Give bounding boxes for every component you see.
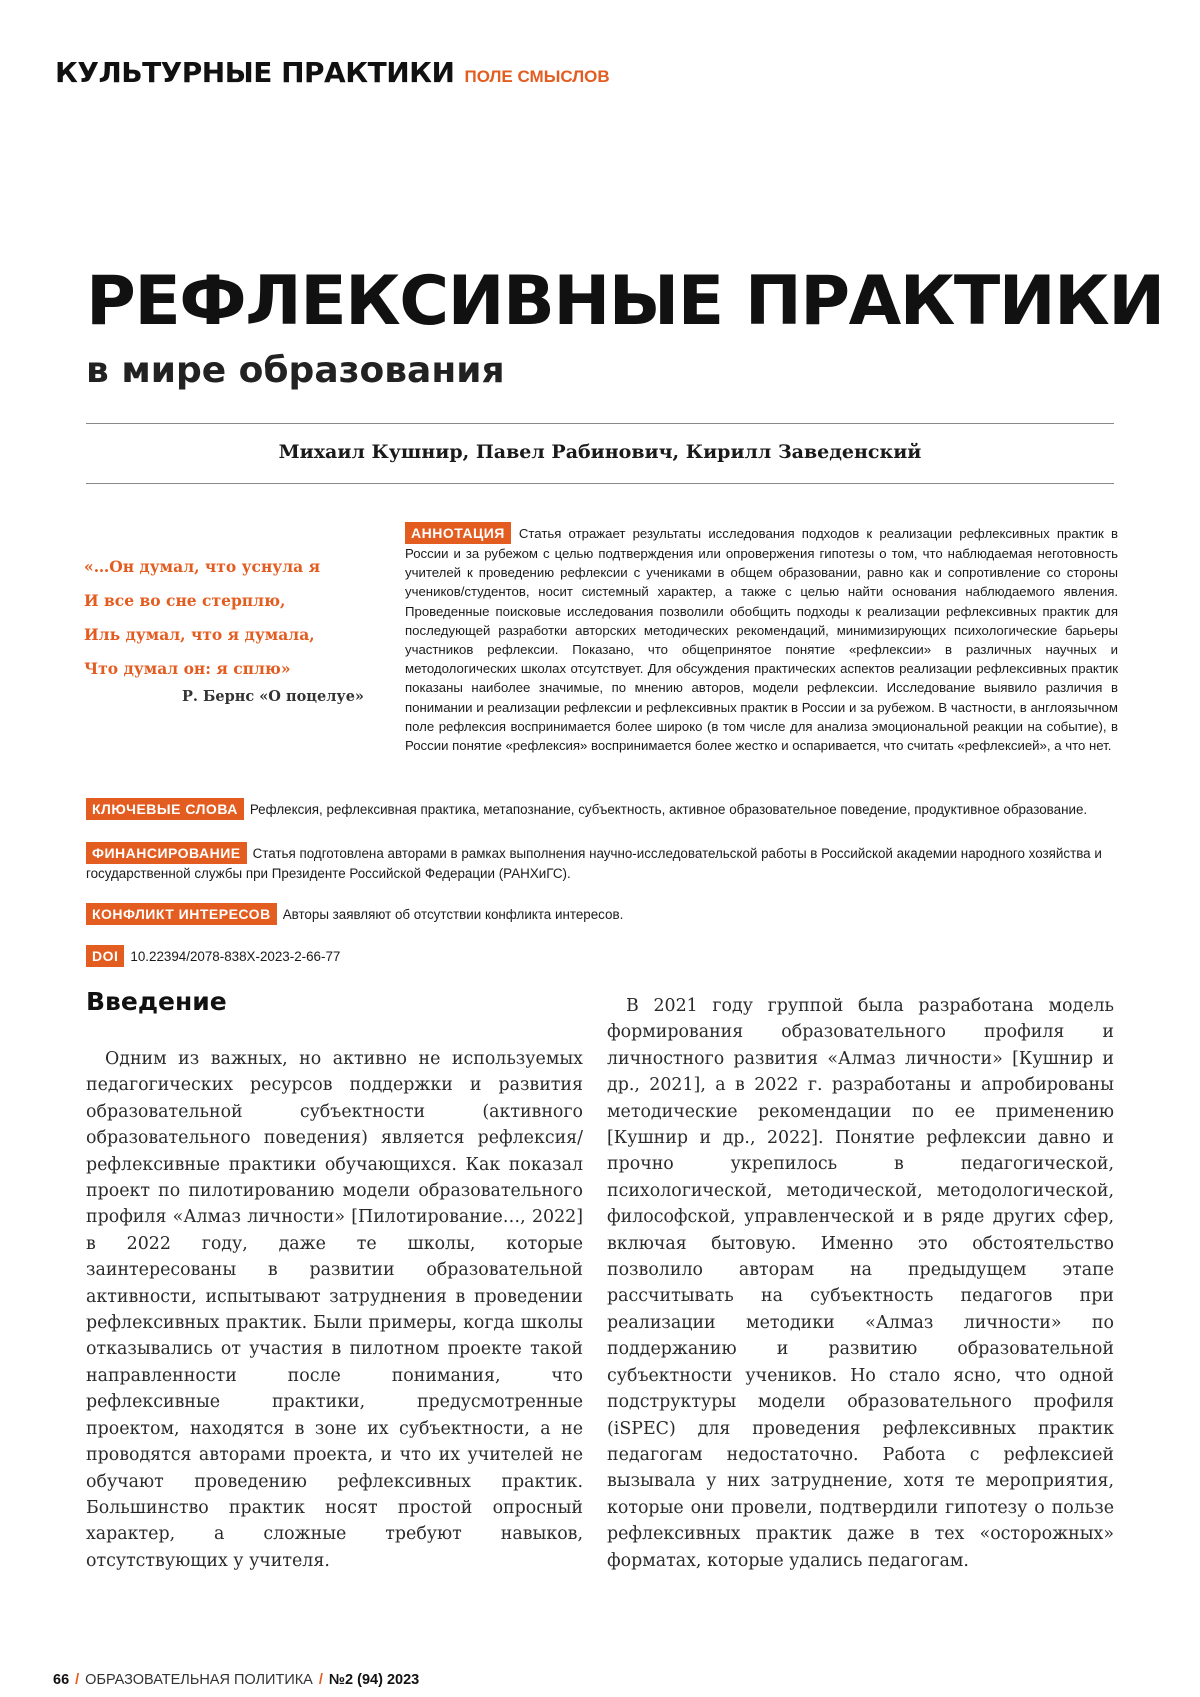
body-text-right: В 2021 году группой была разработана модель формирования образовательного профиля и личностного развития «Алмаз личности» [Кушнир и др., 2021], а в 2022 г. разработаны и апробированы методические рекомендации по ее применению [Кушнир и др., 2022]. Понятие рефлексии давно и прочно укрепилось в педагогической, психологической, методической, методологической, философской, управленческой и в ряде других сфер, включая бытовую. Именно это обстоятельство позволило авторам на предыдущем этапе рассчитывать на субъектность педагогов при реализации методики «Алмаз личности» по поддержанию и развитию образовательной субъектности учеников. Но стало ясно, что одной подструктуры модели образовательного профиля (iSPEC) для проведения рефлексивных практик педагогам недостаточно. Работа с рефлексией вызывала у них затруднение, хотя те мероприятия, которые они провели, подтвердили гипотезу о пользе рефлексивных практик даже в тех «осторожных» форматах, которые удались педагогам. bbox=[607, 993, 1114, 1574]
annotation-label: АННОТАЦИЯ bbox=[405, 522, 511, 544]
issue-number: №2 (94) 2023 bbox=[329, 1672, 419, 1688]
conflict-label: КОНФЛИКТ ИНТЕРЕСОВ bbox=[86, 903, 277, 925]
keywords-text: Рефлексия, рефлексивная практика, метапознание, субъектность, активное образовательное поведение, продуктивное образование. bbox=[250, 802, 1087, 817]
epigraph-line: «…Он думал, что уснула я bbox=[84, 550, 364, 584]
journal-name: ОБРАЗОВАТЕЛЬНАЯ ПОЛИТИКА bbox=[85, 1672, 313, 1688]
article-title: РЕФЛЕКСИВНЫЕ ПРАКТИКИ bbox=[86, 262, 1164, 341]
conflict-of-interest bbox=[86, 903, 1118, 925]
separator-icon: / bbox=[75, 1672, 79, 1688]
keywords bbox=[86, 798, 1118, 820]
article-subtitle: в мире образования bbox=[86, 350, 505, 391]
rubric-label: ПОЛЕ СМЫСЛОВ bbox=[464, 67, 609, 86]
epigraph-source: Р. Бернс «О поцелуе» bbox=[84, 688, 364, 705]
annotation-text: Статья отражает результаты исследования подходов к реализации рефлексивных практик в России и за рубежом с целью подтверждения или опровержения гипотезы о том, что наблюдаемая неготовность учителей к проведению рефлексии с учениками в общем образовании, равно как и сопротивление со стороны учеников/студентов, носит системный характер, а также с целью найти основания наблюдаемого явления. Проведенные поисковые исследования позволили обобщить подходы к реализации рефлексивных практик для последующей разработки авторских методических рекомендаций, минимизирующих психологические барьеры участников рефлексии. Показано, что общепринятое понятие «рефлексии» в различных научных и методологических школах отсутствует. Для обсуждения практических аспектов реализации рефлексивных практик показаны наиболее значимые, по мнению авторов, модели рефлексии. Исследование выявило различия в понимании и реализации рефлексии и рефлексивных практик в России и за рубежом. В частности, в англоязычном поле рефлексия воспринимается более широко (в том числе для анализа эмоциональной реакции на событие), в России понятие «рефлексия» воспринимается более жестко и оспаривается, что считать «рефлексией», а что нет. bbox=[405, 526, 1118, 753]
epigraph-line: И все во сне стерплю, bbox=[84, 584, 364, 618]
conflict-text: Авторы заявляют об отсутствии конфликта интересов. bbox=[283, 907, 624, 922]
doi-value[interactable]: 10.22394/2078-838X-2023-2-66-77 bbox=[130, 949, 340, 964]
funding-label: ФИНАНСИРОВАНИЕ bbox=[86, 842, 247, 864]
page-number: 66 bbox=[53, 1672, 69, 1688]
funding bbox=[86, 842, 1118, 883]
epigraph-line: Иль думал, что я думала, bbox=[84, 618, 364, 652]
keywords-label: КЛЮЧЕВЫЕ СЛОВА bbox=[86, 798, 244, 820]
section-heading-introduction: Введение bbox=[86, 987, 227, 1016]
doi bbox=[86, 945, 1118, 967]
page-footer bbox=[53, 1672, 419, 1688]
divider-top bbox=[86, 423, 1114, 424]
epigraph bbox=[84, 550, 364, 705]
epigraph-line: Что думал он: я сплю» bbox=[84, 652, 364, 686]
separator-icon: / bbox=[319, 1672, 323, 1688]
divider-bottom bbox=[86, 483, 1114, 484]
doi-label: DOI bbox=[86, 945, 124, 967]
authors: Михаил Кушнир, Павел Рабинович, Кирилл Заведенский bbox=[86, 441, 1114, 463]
body-text-left: Одним из важных, но активно не используемых педагогических ресурсов поддержки и развития образовательной субъектности (активного образовательного поведения) является рефлексия/рефлексивные практики обучающихся. Как показал проект по пилотированию модели образовательного профиля «Алмаз личности» [Пилотирование…, 2022] в 2022 году, даже те школы, которые заинтересованы в развитии образовательной активности, испытывают затруднения в проведении рефлексивных практик. Были примеры, когда школы отказывались от участия в пилотном проекте такой направленности после понимания, что рефлексивные практики, предусмотренные проектом, находятся в зоне их субъектности, а не проводятся авторами проекта, и что их учителей не обучают проведению рефлексивных практик. Большинство практик носят простой опросный характер, а сложные требуют навыков, отсутствующих у учителя. bbox=[86, 1046, 583, 1574]
annotation bbox=[405, 522, 1118, 755]
section-title: КУЛЬТУРНЫЕ ПРАКТИКИ bbox=[55, 56, 454, 89]
funding-text: Статья подготовлена авторами в рамках выполнения научно-исследовательской работы в Российской академии народного хозяйства и государственной службы при Президенте Российской Федерации (РАНХиГС). bbox=[86, 846, 1102, 881]
running-head bbox=[55, 56, 610, 89]
